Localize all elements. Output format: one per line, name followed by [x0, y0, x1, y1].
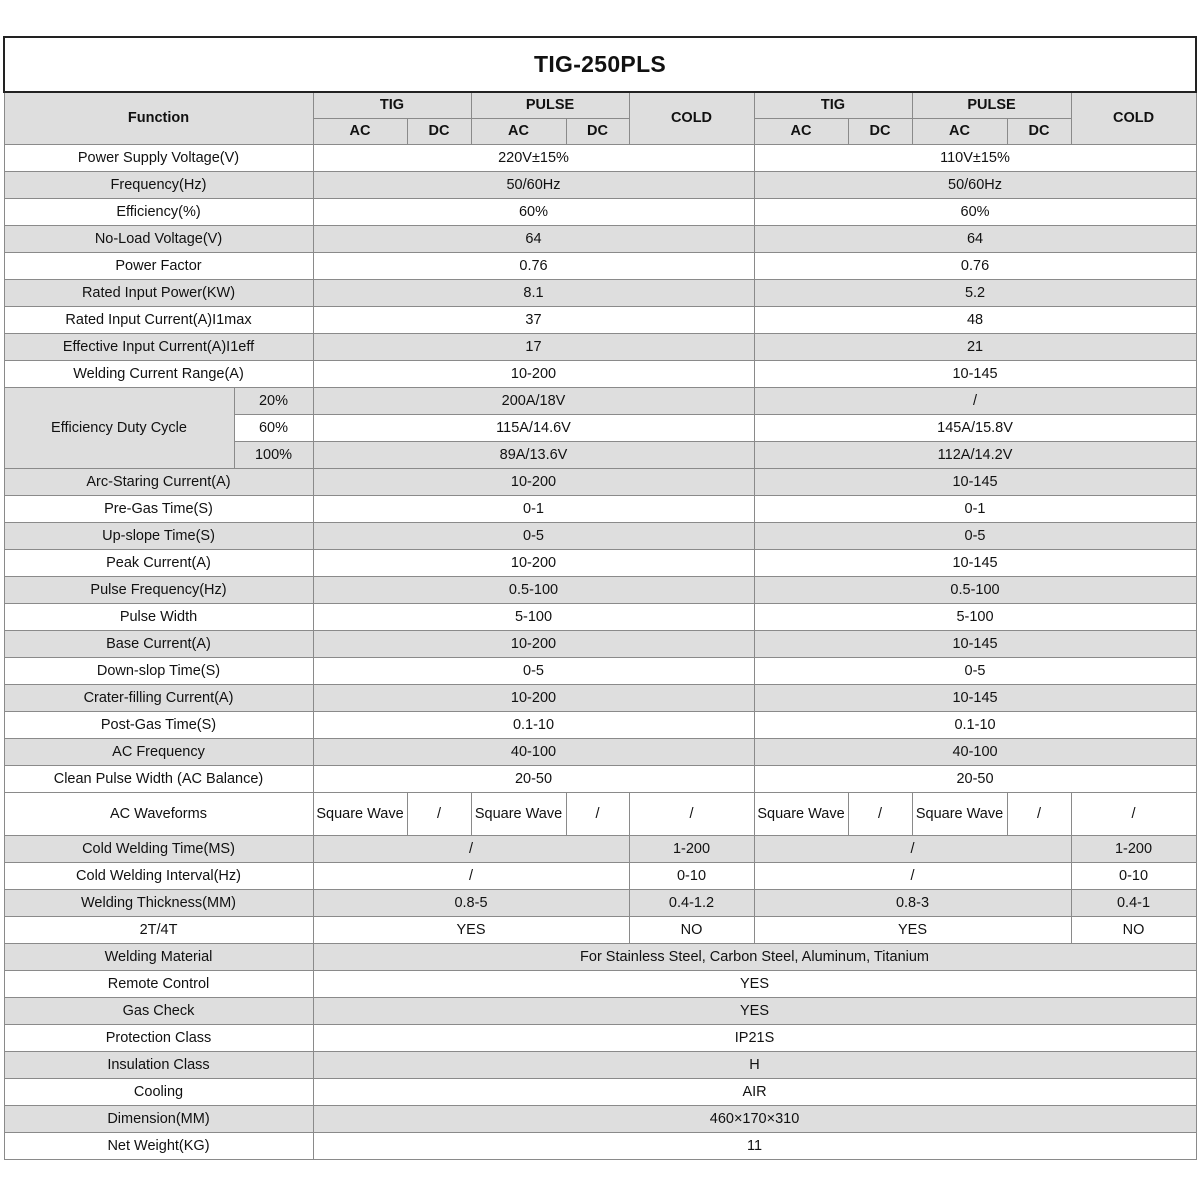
- value-110v: 0-5: [754, 523, 1196, 550]
- value-110v: 110V±15%: [754, 145, 1196, 172]
- row-label: Up-slope Time(S): [4, 523, 313, 550]
- waveform-cell: /: [848, 793, 912, 836]
- row-label: Remote Control: [4, 971, 313, 998]
- waveform-cell: Square Wave: [754, 793, 848, 836]
- cold-header-110: COLD: [1071, 92, 1196, 145]
- row-label: Post-Gas Time(S): [4, 712, 313, 739]
- value-220v: 0.76: [313, 253, 754, 280]
- tig-ac-header-110: AC: [754, 119, 848, 145]
- row-label: Rated Input Power(KW): [4, 280, 313, 307]
- value-110v: 0.76: [754, 253, 1196, 280]
- value-110v: 0.1-10: [754, 712, 1196, 739]
- tig-pulse-value-110v: /: [754, 836, 1071, 863]
- waveform-cell: /: [407, 793, 471, 836]
- spec-table: [3, 36, 1197, 1160]
- value-110v: 5.2: [754, 280, 1196, 307]
- table-row: [4, 577, 1196, 604]
- spec-sheet: [3, 36, 1196, 1160]
- tig-dc-header-110: DC: [848, 119, 912, 145]
- tig-pulse-value-220v: YES: [313, 917, 629, 944]
- cold-value-220v: 1-200: [629, 836, 754, 863]
- value-220v: 220V±15%: [313, 145, 754, 172]
- cold-value-110v: 1-200: [1071, 836, 1196, 863]
- value-220v: 10-200: [313, 685, 754, 712]
- value-110v: /: [754, 388, 1196, 415]
- pulse-header-110: PULSE: [912, 92, 1071, 119]
- table-row: [4, 361, 1196, 388]
- table-row: [4, 1052, 1196, 1079]
- table-row: [4, 280, 1196, 307]
- table-row: [4, 1025, 1196, 1052]
- waveform-cell: /: [1071, 793, 1196, 836]
- waveform-cell: Square Wave: [313, 793, 407, 836]
- row-label: 2T/4T: [4, 917, 313, 944]
- value-all: YES: [313, 998, 1196, 1025]
- table-row: [4, 1079, 1196, 1106]
- row-label: Arc-Staring Current(A): [4, 469, 313, 496]
- table-row: [4, 712, 1196, 739]
- row-label: Welding Material: [4, 944, 313, 971]
- row-label: No-Load Voltage(V): [4, 226, 313, 253]
- value-220v: 0.5-100: [313, 577, 754, 604]
- value-220v: 64: [313, 226, 754, 253]
- value-220v: 10-200: [313, 361, 754, 388]
- table-row: [4, 739, 1196, 766]
- table-row: [4, 793, 1196, 836]
- table-row: [4, 685, 1196, 712]
- value-220v: 10-200: [313, 550, 754, 577]
- value-all: YES: [313, 971, 1196, 998]
- row-label: Effective Input Current(A)I1eff: [4, 334, 313, 361]
- row-label: Power Factor: [4, 253, 313, 280]
- row-label: Insulation Class: [4, 1052, 313, 1079]
- tig-header-110: TIG: [754, 92, 912, 119]
- value-220v: 50/60Hz: [313, 172, 754, 199]
- waveform-cell: /: [566, 793, 629, 836]
- table-row: [4, 145, 1196, 172]
- value-110v: 0-1: [754, 496, 1196, 523]
- value-110v: 60%: [754, 199, 1196, 226]
- row-label: Protection Class: [4, 1025, 313, 1052]
- value-220v: 17: [313, 334, 754, 361]
- value-all: AIR: [313, 1079, 1196, 1106]
- cold-value-110v: 0.4-1: [1071, 890, 1196, 917]
- table-row: [4, 944, 1196, 971]
- pulse-ac-header-220: AC: [471, 119, 566, 145]
- value-110v: 10-145: [754, 469, 1196, 496]
- cold-value-110v: 0-10: [1071, 863, 1196, 890]
- row-label: Dimension(MM): [4, 1106, 313, 1133]
- value-110v: 10-145: [754, 361, 1196, 388]
- tig-pulse-value-110v: /: [754, 863, 1071, 890]
- pulse-dc-header-110: DC: [1007, 119, 1071, 145]
- table-row: [4, 1106, 1196, 1133]
- value-110v: 40-100: [754, 739, 1196, 766]
- duty-percent: 20%: [234, 388, 313, 415]
- value-220v: 115A/14.6V: [313, 415, 754, 442]
- row-label: Pre-Gas Time(S): [4, 496, 313, 523]
- waveform-cell: Square Wave: [912, 793, 1007, 836]
- value-110v: 10-145: [754, 631, 1196, 658]
- tig-pulse-value-220v: /: [313, 863, 629, 890]
- table-row: [4, 226, 1196, 253]
- waveform-cell: Square Wave: [471, 793, 566, 836]
- row-label: Pulse Width: [4, 604, 313, 631]
- table-row: [4, 658, 1196, 685]
- table-row: [4, 469, 1196, 496]
- value-110v: 50/60Hz: [754, 172, 1196, 199]
- tig-header-220: TIG: [313, 92, 471, 119]
- value-110v: 0.5-100: [754, 577, 1196, 604]
- value-110v: 48: [754, 307, 1196, 334]
- value-220v: 10-200: [313, 631, 754, 658]
- pulse-ac-header-110: AC: [912, 119, 1007, 145]
- value-220v: 200A/18V: [313, 388, 754, 415]
- value-220v: 37: [313, 307, 754, 334]
- row-label: Pulse Frequency(Hz): [4, 577, 313, 604]
- cold-value-220v: 0.4-1.2: [629, 890, 754, 917]
- tig-dc-header-220: DC: [407, 119, 471, 145]
- row-label: Efficiency(%): [4, 199, 313, 226]
- value-110v: 112A/14.2V: [754, 442, 1196, 469]
- row-label: Cold Welding Time(MS): [4, 836, 313, 863]
- row-label: Frequency(Hz): [4, 172, 313, 199]
- table-row: [4, 334, 1196, 361]
- pulse-header-220: PULSE: [471, 92, 629, 119]
- value-220v: 0-5: [313, 658, 754, 685]
- row-label: Down-slop Time(S): [4, 658, 313, 685]
- row-label: Cooling: [4, 1079, 313, 1106]
- row-label: Clean Pulse Width (AC Balance): [4, 766, 313, 793]
- row-label: AC Waveforms: [4, 793, 313, 836]
- value-110v: 145A/15.8V: [754, 415, 1196, 442]
- function-header: Function: [4, 92, 313, 145]
- table-row: [4, 863, 1196, 890]
- waveform-cell: /: [629, 793, 754, 836]
- cold-value-110v: NO: [1071, 917, 1196, 944]
- value-all: H: [313, 1052, 1196, 1079]
- row-label: Net Weight(KG): [4, 1133, 313, 1160]
- value-110v: 5-100: [754, 604, 1196, 631]
- value-220v: 40-100: [313, 739, 754, 766]
- table-row: [4, 1133, 1196, 1160]
- table-row: [4, 971, 1196, 998]
- table-row: [4, 172, 1196, 199]
- table-row: [4, 307, 1196, 334]
- value-all: 11: [313, 1133, 1196, 1160]
- duty-cycle-label: Efficiency Duty Cycle: [4, 388, 234, 469]
- value-220v: 89A/13.6V: [313, 442, 754, 469]
- row-label: Welding Current Range(A): [4, 361, 313, 388]
- value-all: IP21S: [313, 1025, 1196, 1052]
- duty-percent: 60%: [234, 415, 313, 442]
- tig-pulse-value-110v: 0.8-3: [754, 890, 1071, 917]
- row-label: Peak Current(A): [4, 550, 313, 577]
- pulse-dc-header-220: DC: [566, 119, 629, 145]
- row-label: Crater-filling Current(A): [4, 685, 313, 712]
- value-110v: 10-145: [754, 550, 1196, 577]
- table-row: [4, 388, 1196, 415]
- table-row: [4, 917, 1196, 944]
- table-row: [4, 836, 1196, 863]
- table-row: [4, 890, 1196, 917]
- table-row: [4, 604, 1196, 631]
- table-row: [4, 631, 1196, 658]
- row-label: Gas Check: [4, 998, 313, 1025]
- value-220v: 10-200: [313, 469, 754, 496]
- row-label: Power Supply Voltage(V): [4, 145, 313, 172]
- value-110v: 0-5: [754, 658, 1196, 685]
- tig-ac-header-220: AC: [313, 119, 407, 145]
- value-220v: 0-1: [313, 496, 754, 523]
- value-110v: 20-50: [754, 766, 1196, 793]
- table-row: [4, 998, 1196, 1025]
- cold-value-220v: 0-10: [629, 863, 754, 890]
- value-all: 460×170×310: [313, 1106, 1196, 1133]
- value-220v: 5-100: [313, 604, 754, 631]
- table-row: [4, 550, 1196, 577]
- table-row: [4, 253, 1196, 280]
- table-row: [4, 199, 1196, 226]
- cold-header-220: COLD: [629, 92, 754, 145]
- row-label: AC Frequency: [4, 739, 313, 766]
- value-220v: 0.1-10: [313, 712, 754, 739]
- value-220v: 60%: [313, 199, 754, 226]
- row-label: Welding Thickness(MM): [4, 890, 313, 917]
- table-row: [4, 523, 1196, 550]
- duty-percent: 100%: [234, 442, 313, 469]
- tig-pulse-value-220v: 0.8-5: [313, 890, 629, 917]
- table-row: [4, 496, 1196, 523]
- row-label: Base Current(A): [4, 631, 313, 658]
- value-220v: 8.1: [313, 280, 754, 307]
- row-label: Rated Input Current(A)I1max: [4, 307, 313, 334]
- value-110v: 21: [754, 334, 1196, 361]
- value-220v: 20-50: [313, 766, 754, 793]
- table-row: [4, 766, 1196, 793]
- tig-pulse-value-220v: /: [313, 836, 629, 863]
- tig-pulse-value-110v: YES: [754, 917, 1071, 944]
- cold-value-220v: NO: [629, 917, 754, 944]
- value-110v: 10-145: [754, 685, 1196, 712]
- value-220v: 0-5: [313, 523, 754, 550]
- waveform-cell: /: [1007, 793, 1071, 836]
- value-all: For Stainless Steel, Carbon Steel, Aluminum, Titanium: [313, 944, 1196, 971]
- row-label: Cold Welding Interval(Hz): [4, 863, 313, 890]
- value-110v: 64: [754, 226, 1196, 253]
- page-title: TIG-250PLS: [4, 37, 1196, 92]
